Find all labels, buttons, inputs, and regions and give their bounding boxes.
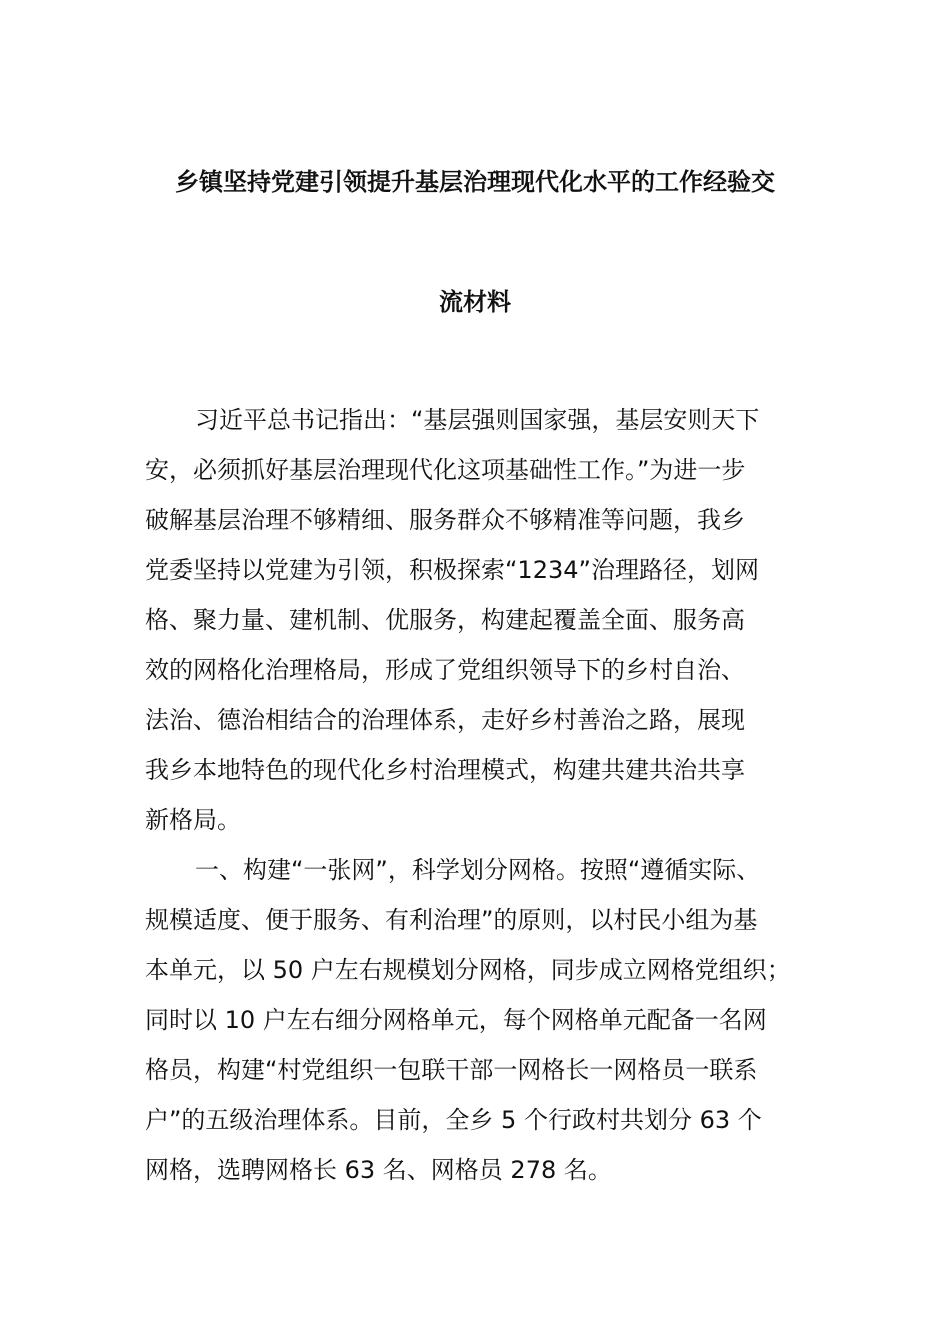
paragraph-line: 一、构建“一张网”，科学划分网格。按照“遵循实际、 [195, 856, 761, 884]
document-title-line-1: 乡镇坚持党建引领提升基层治理现代化水平的工作经验交 [175, 168, 775, 196]
paragraph-line: 户”的五级治理体系。目前，全乡 5 个行政村共划分 63 个 [145, 1106, 762, 1134]
paragraph-line: 网格，选聘网格长 63 名、网格员 278 名。 [145, 1156, 612, 1184]
paragraph-line: 安，必须抓好基层治理现代化这项基础性工作。”为进一步 [145, 456, 746, 484]
paragraph-line: 我乡本地特色的现代化乡村治理模式，构建共建共治共享 [145, 756, 745, 784]
paragraph-line: 习近平总书记指出：“基层强则国家强，基层安则天下 [195, 406, 760, 434]
document-title-line-2: 流材料 [439, 288, 511, 316]
paragraph-line: 新格局。 [145, 806, 241, 834]
paragraph-line: 党委坚持以党建为引领，积极探索“1234”治理路径，划网 [145, 556, 759, 584]
paragraph-line: 效的网格化治理格局，形成了党组织领导下的乡村自治、 [145, 656, 745, 684]
paragraph-line: 规模适度、便于服务、有利治理”的原则，以村民小组为基 [145, 906, 758, 934]
paragraph-line: 格、聚力量、建机制、优服务，构建起覆盖全面、服务高 [145, 606, 745, 634]
paragraph-line: 格员，构建“村党组织一包联干部一网格长一网格员一联系 [145, 1056, 758, 1084]
paragraph-line: 法治、德治相结合的治理体系，走好乡村善治之路，展现 [145, 706, 745, 734]
paragraph-line: 破解基层治理不够精细、服务群众不够精准等问题，我乡 [145, 506, 745, 534]
paragraph-line: 同时以 10 户左右细分网格单元，每个网格单元配备一名网 [145, 1006, 767, 1034]
paragraph-line: 本单元，以 50 户左右规模划分网格，同步成立网格党组织； [145, 956, 791, 984]
